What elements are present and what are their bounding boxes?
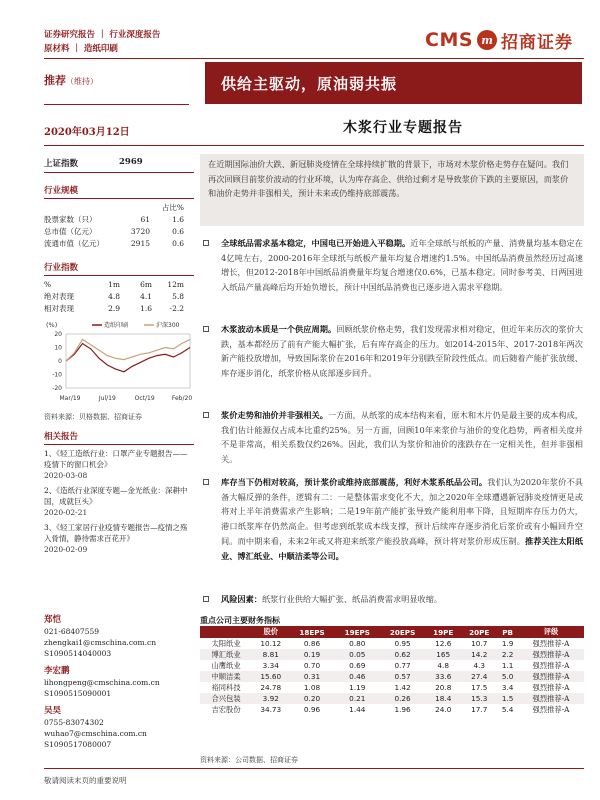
table-body — [200, 638, 584, 715]
table-cell: 1.96 — [394, 705, 411, 714]
bullet-text: 一方面，从纸浆的成本结构来看，原木和木片仍是最主要的成本构成，我们估计能源仅占成本比重约25%。另一方面，回顾10年来浆价与油价的变化趋势，两者相关度并不是非常高，相关系数仅约26%。因此，我们认为浆价和油价的涨跌存在一定相关性，但并非强相关。 — [221, 410, 583, 465]
analyst-cert: S1090514040003 — [44, 649, 112, 658]
perf-row — [44, 302, 194, 314]
logo-seal-icon: m — [477, 30, 497, 50]
bullet-heading: 全球纸品需求基本稳定，中国电已开始进入平稳期。 — [221, 238, 411, 248]
bullet-inventory — [203, 475, 583, 563]
series-line — [66, 339, 190, 361]
scale-row-value: 61 — [140, 214, 150, 224]
index-label: 上证指数 — [44, 159, 79, 169]
bullet-oil-correlation — [203, 408, 583, 467]
table-header-cell — [200, 626, 252, 638]
scale-row-value: 3720 — [130, 226, 150, 236]
related-title: 相关报告 — [44, 430, 194, 445]
table-cell: 强烈推荐-A — [532, 660, 570, 670]
table-cell: 24.78 — [260, 683, 282, 692]
table-cell: 0.20 — [289, 693, 334, 704]
table-cell: 0.80 — [349, 639, 366, 648]
table-cell: 1.44 — [349, 705, 366, 714]
report-title: 木浆行业专题报告 — [343, 120, 463, 136]
table-row — [200, 682, 584, 693]
analyst-name: 郑恺 — [44, 615, 62, 625]
perf-value: 5.8 — [172, 291, 184, 301]
chart-plot-area — [66, 334, 190, 388]
bullet-text: 近年全球纸与纸板的产量、消费量均基本稳定在4亿吨左右，2000-2016年全球纸与纸板产量年均复合增速约1.5%。中国纸品消费虽然经历过高速增长，但2012-2018年中国纸品消费量年均复合增速仅0.6%，已基本稳定。同时参考美、日两国进入纸品产量高峰后均开始负增长，预计中国纸品消费也已逐步进入需求平稳期。 — [221, 238, 583, 293]
bullet-heading: 库存当下仍相对较高，预计浆价或维持底部震荡，利好木浆系纸品公司。 — [221, 477, 488, 487]
related-item[interactable] — [44, 522, 194, 555]
table-cell: 1.42 — [394, 683, 411, 692]
table-cell: 强烈推荐-A — [532, 682, 570, 692]
related-item[interactable] — [44, 485, 194, 518]
table-cell: 0.46 — [335, 671, 380, 682]
logo-text-cn: 招商证券 — [501, 32, 574, 53]
table-cell: 4.3 — [473, 661, 486, 670]
table-cell: 4.8 — [437, 661, 450, 670]
scale-row-pct: 0.6 — [172, 226, 184, 236]
table-cell: 17.5 — [471, 683, 488, 692]
table-caption: 重点公司主要财务指标 — [200, 615, 280, 625]
scale-row-pct: 0.6 — [172, 238, 184, 248]
table-cell: 1.19 — [349, 683, 366, 692]
table-header-cell: 18EPS — [289, 626, 334, 638]
company-name: 山鹰纸业 — [211, 660, 241, 670]
related-item[interactable] — [44, 448, 194, 481]
analyst-phone: 0755-83074302 — [44, 718, 104, 727]
table-header-cell: 20PE — [461, 626, 497, 638]
perf-block — [44, 261, 194, 314]
table-cell: 14.2 — [461, 649, 497, 660]
perf-value: 4.8 — [108, 291, 120, 301]
perf-header: % — [44, 279, 52, 289]
analyst-cert: S1090517080007 — [44, 740, 112, 749]
scale-row — [44, 225, 194, 237]
table-cell: 强烈推荐-A — [532, 704, 570, 714]
scale-row-pct: 1.6 — [172, 214, 184, 224]
y-tick-label: 20 — [54, 331, 62, 338]
table-header-cell: 股价 — [252, 626, 289, 638]
table-cell: 15.3 — [461, 693, 497, 704]
table-cell: 强烈推荐-A — [532, 638, 570, 648]
bullet-square-icon — [203, 596, 209, 602]
banner-title: 供给主驱动，原油弱共振 — [205, 62, 582, 104]
analyst-phone: 021-68407559 — [44, 627, 100, 636]
related-item-text[interactable]: 1、《轻工造纸行业：口罩产业专题报告——疫情下的窗口机会》 — [44, 449, 188, 469]
plot-frame — [66, 334, 190, 388]
chart-source: 资料来源：贝格数据、招商证券 — [44, 413, 142, 421]
table-cell: 0.21 — [335, 693, 380, 704]
table-cell: 24.0 — [435, 705, 452, 714]
table-row — [200, 660, 584, 671]
table-cell: 3.4 — [501, 683, 514, 692]
table-row — [200, 638, 584, 649]
company-name: 合兴包装 — [200, 693, 252, 704]
chart-y-ticks — [52, 331, 62, 392]
analyst-card — [44, 706, 147, 750]
industry-category: 原材料 ｜ 造纸印刷 — [44, 44, 118, 54]
bullet-demand — [203, 236, 583, 295]
perf-value: 1.6 — [140, 303, 152, 313]
table-cell: 0.26 — [380, 693, 425, 704]
report-date: 2020年03月12日 — [44, 127, 130, 138]
company-name: 裕同科技 — [211, 682, 241, 692]
table-header-cell: PB — [497, 626, 518, 638]
industry-index-chart — [44, 318, 194, 406]
perf-value: -2.2 — [169, 303, 184, 313]
bullet-heading: 风险因素： — [221, 594, 262, 604]
x-tick-label: Oct/19 — [134, 395, 155, 402]
table-cell: 强烈推荐-A — [518, 649, 584, 660]
cms-logo — [425, 27, 573, 53]
scale-row-value: 2915 — [130, 238, 150, 248]
table-cell: 0.96 — [303, 705, 321, 714]
y-tick-label: -10 — [52, 371, 62, 379]
table-row — [200, 693, 584, 704]
analyst-email[interactable]: wuhao7@cmschina.com.cn — [44, 729, 147, 738]
company-name: 吉宏股份 — [211, 704, 241, 714]
table-cell: 0.70 — [303, 661, 321, 670]
perf-value: 2.9 — [108, 303, 120, 313]
related-item-date: 2020-02-21 — [44, 508, 88, 517]
company-name: 博汇纸业 — [200, 649, 252, 660]
scale-row-label: 总市值（亿元） — [44, 226, 97, 236]
header-divider — [44, 58, 584, 59]
chart-x-ticks — [60, 395, 193, 402]
title-divider — [44, 145, 584, 146]
rating-sub: （维持） — [66, 77, 98, 86]
bullet-text: 我们认为2020年浆价不具备大幅反弹的条件，逻辑有二：一是整体需求变化不大，加之2020年全球遭遇新冠肺炎疫情更是或将对上半年消费需求产生影响；二是19年前产能扩张导致产能利用率下降，且短期库存压力仍大，港口纸浆库存仍然高企。但考虑到纸浆成本线支撑，预计后续库存逐步消化后浆价或有小幅回升空间。而中期来看，未来2年或又将迎来纸浆产能投放高峰，预计将对浆价形成压制。 — [221, 477, 583, 546]
table-cell: 18.4 — [425, 693, 461, 704]
scale-row — [44, 213, 194, 225]
chart-ylabel: (%) — [46, 321, 58, 329]
chart-legend — [92, 321, 180, 329]
table-cell: 10.7 — [471, 639, 488, 648]
scale-block — [44, 184, 194, 249]
legend-label: 沪深300 — [156, 322, 180, 329]
bullet-risk — [203, 592, 583, 607]
analyst-email[interactable]: lihongpeng@cmschina.com.cn — [44, 678, 160, 687]
company-name: 太阳纸业 — [211, 638, 241, 648]
table-cell: 33.6 — [425, 671, 461, 682]
table-cell: 34.73 — [260, 705, 282, 714]
rating-divider — [44, 104, 189, 105]
table-cell: 1.08 — [303, 683, 321, 692]
bullet-heading: 浆价走势和油价并非强相关。 — [221, 410, 328, 420]
analyst-name: 吴昊 — [44, 706, 62, 716]
table-cell: 27.4 — [461, 671, 497, 682]
table-cell: 1.9 — [501, 639, 514, 648]
financial-table — [200, 626, 584, 715]
bullet-recommendation: 推荐关注太阳纸业、博汇纸业、中顺洁柔等公司。 — [221, 535, 583, 561]
scale-row — [44, 237, 194, 249]
table-cell: 8.81 — [252, 649, 289, 660]
scale-col-header: 占比% — [161, 202, 184, 212]
scale-title: 行业规模 — [44, 184, 194, 199]
table-cell: 0.31 — [289, 671, 334, 682]
series-line — [66, 344, 190, 372]
table-header-cell: 评级 — [518, 626, 584, 638]
bullet-square-icon — [203, 479, 209, 485]
y-tick-label: 0 — [58, 358, 62, 365]
x-tick-label: Jul/19 — [98, 395, 116, 402]
perf-value: 4.1 — [140, 291, 152, 301]
scale-row-label: 流通市值（亿元） — [44, 238, 104, 248]
table-cell: 1.5 — [497, 693, 518, 704]
perf-header: 1m — [108, 279, 120, 289]
footer-note: 敬请阅读末页的重要说明 — [44, 776, 127, 785]
summary-box: 在近期国际油价大跌、新冠肺炎疫情在全球持续扩散的背景下，市场对木浆价格走势存在疑问。我们再次回顾目前浆价波动的行业环境，认为库存高企、供给过剩才是导致浆价下跌的主要原因，而浆价和油价走势并非强相关，预计未来或仍维持底部震荡。 — [200, 154, 584, 226]
bullet-text: 回顾纸浆价格走势，我们发现需求相对稳定，但近年来历次的浆价大跌，基本都经历了前有产能大幅扩张，后有库存高企的压力。如2014-2015年、2017-2018年两次新产能投放增加，导致国际浆价在2016年和2019年分别跌至阶段性低点。而后随着产能扩张放缓、库存逐步消化，纸浆价格从底部逐步回升。 — [221, 324, 583, 379]
bullet-supply-cycle — [203, 322, 583, 381]
table-cell: 1.1 — [501, 661, 514, 670]
table-cell: 15.60 — [252, 671, 289, 682]
table-cell: 20.8 — [435, 683, 452, 692]
report-category: 证券研究报告 ｜ 行业深度报告 — [44, 30, 161, 40]
x-tick-label: Feb/20 — [171, 395, 193, 402]
table-cell: 0.77 — [394, 661, 411, 670]
related-item-text[interactable]: 3、《轻工家居行业疫情专题报告—疫情之殇入骨情，静待需求百花开》 — [44, 523, 188, 543]
table-row — [200, 649, 584, 660]
perf-row — [44, 290, 194, 302]
analyst-cert: S1090515090001 — [44, 689, 112, 698]
perf-header: 6m — [140, 279, 152, 289]
perf-row-label: 相对表现 — [44, 303, 74, 313]
perf-title: 行业指数 — [44, 261, 194, 276]
index-block — [44, 157, 194, 173]
bullet-heading: 木浆波动本质是一个供应周期。 — [221, 324, 337, 334]
rating-label: 推荐 — [44, 74, 66, 87]
bullet-square-icon — [203, 326, 209, 332]
table-cell: 3.34 — [262, 661, 279, 670]
table-cell: 0.57 — [380, 671, 425, 682]
bullet-text: 纸浆行业供给大幅扩张、纸品消费需求明显收缩。 — [261, 594, 443, 604]
related-block — [44, 430, 194, 555]
table-cell: 5.0 — [497, 671, 518, 682]
company-name: 中顺洁柔 — [200, 671, 252, 682]
legend-label: 造纸印刷 — [104, 322, 129, 329]
analyst-name: 李宏鹏 — [44, 666, 70, 676]
analyst-card — [44, 615, 156, 659]
logo-text-en: CMS — [425, 29, 474, 51]
table-cell: 0.19 — [289, 649, 334, 660]
table-cell: 强烈推荐-A — [518, 671, 584, 682]
table-cell: 0.95 — [394, 639, 411, 648]
table-cell: 12.6 — [435, 639, 452, 648]
related-item-date: 2020-03-08 — [44, 471, 88, 480]
related-item-date: 2020-02-09 — [44, 545, 88, 554]
table-cell: 0.86 — [303, 639, 321, 648]
table-cell: 3.92 — [252, 693, 289, 704]
related-item-text[interactable]: 2、《造纸行业深度专题—金光纸业：深耕中国，成就巨头》 — [44, 486, 188, 506]
table-cell: 165 — [425, 649, 461, 660]
table-cell: 17.7 — [471, 705, 488, 714]
table-cell: 10.12 — [260, 639, 282, 648]
x-tick-label: Mar/19 — [59, 395, 81, 402]
analyst-card — [44, 666, 160, 699]
table-header-cell: 19PE — [425, 626, 461, 638]
footer-divider — [44, 768, 584, 769]
scale-row-label: 股票家数（只） — [44, 214, 97, 224]
perf-header: 12m — [167, 279, 184, 289]
table-header-row — [200, 626, 584, 638]
table-row — [200, 704, 584, 715]
table-header-cell: 19EPS — [335, 626, 380, 638]
table-header-cell: 20EPS — [380, 626, 425, 638]
index-value: 2969 — [119, 157, 143, 167]
table-cell: 5.4 — [501, 705, 514, 714]
table-row — [200, 671, 584, 682]
table-cell: 0.05 — [335, 649, 380, 660]
table-cell: 0.62 — [380, 649, 425, 660]
bullet-square-icon — [203, 412, 209, 418]
table-cell: 强烈推荐-A — [518, 693, 584, 704]
table-source: 资料来源：公司数据、招商证券 — [200, 756, 298, 764]
y-tick-label: 10 — [54, 344, 62, 352]
perf-row-label: 绝对表现 — [44, 291, 74, 301]
y-tick-label: -20 — [52, 385, 62, 392]
analyst-email[interactable]: zhengkai1@cmschina.com.cn — [44, 638, 157, 647]
table-cell: 0.69 — [349, 661, 366, 670]
bullet-square-icon — [203, 240, 209, 246]
table-cell: 2.2 — [497, 649, 518, 660]
rating — [44, 72, 98, 88]
